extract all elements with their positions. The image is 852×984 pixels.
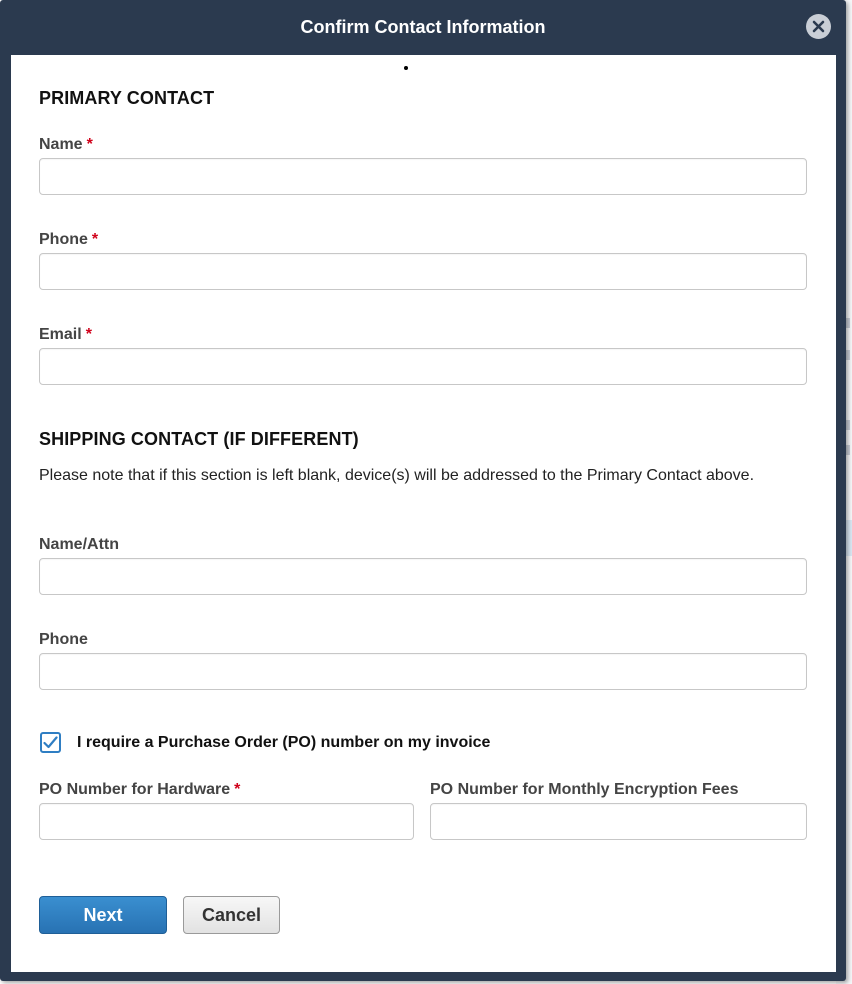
shipping-name-input[interactable] <box>39 558 807 595</box>
phone-label <box>39 231 98 249</box>
cancel-button[interactable]: Cancel <box>183 896 280 934</box>
background-fragment <box>846 445 850 455</box>
po-required-label[interactable]: I require a Purchase Order (PO) number on my invoice <box>77 734 491 751</box>
background-fragment <box>846 350 850 360</box>
name-label-text: Name <box>39 136 83 153</box>
shipping-phone-label: Phone <box>39 631 88 648</box>
shipping-contact-heading: SHIPPING CONTACT (IF DIFFERENT) <box>39 429 359 449</box>
dialog-header <box>0 0 846 55</box>
required-marker: * <box>86 136 93 153</box>
primary-phone-input[interactable] <box>39 253 807 290</box>
po-hardware-input[interactable] <box>39 803 414 840</box>
next-button[interactable]: Next <box>39 896 167 934</box>
primary-email-input[interactable] <box>39 348 807 385</box>
background-fragment <box>846 520 852 556</box>
po-required-checkbox[interactable] <box>40 732 61 753</box>
shipping-name-label: Name/Attn <box>39 536 120 553</box>
po-monthly-input[interactable] <box>430 803 807 840</box>
shipping-note: Please note that if this section is left blank, device(s) will be addressed to the Primary Contact above. <box>39 467 755 484</box>
checkmark-icon <box>43 736 58 749</box>
dialog-title: Confirm Contact Information <box>300 17 546 37</box>
dialog-body <box>11 55 836 972</box>
po-hardware-label-text: PO Number for Hardware <box>39 781 231 798</box>
required-marker: * <box>234 781 241 798</box>
email-label-text: Email <box>39 326 82 343</box>
email-label <box>39 326 92 344</box>
background-fragment <box>846 318 850 328</box>
primary-contact-heading: PRIMARY CONTACT <box>39 88 215 108</box>
primary-name-input[interactable] <box>39 158 807 195</box>
required-marker: * <box>91 231 99 248</box>
close-icon <box>812 20 825 33</box>
required-marker: * <box>85 326 92 343</box>
close-button[interactable] <box>806 14 831 39</box>
background-fragment <box>846 420 850 430</box>
shipping-phone-input[interactable] <box>39 653 807 690</box>
phone-label-text: Phone <box>39 231 88 248</box>
name-label <box>39 136 93 154</box>
cursor-dot <box>404 66 408 70</box>
po-hardware-label <box>39 781 240 799</box>
po-monthly-label: PO Number for Monthly Encryption Fees <box>430 781 739 798</box>
